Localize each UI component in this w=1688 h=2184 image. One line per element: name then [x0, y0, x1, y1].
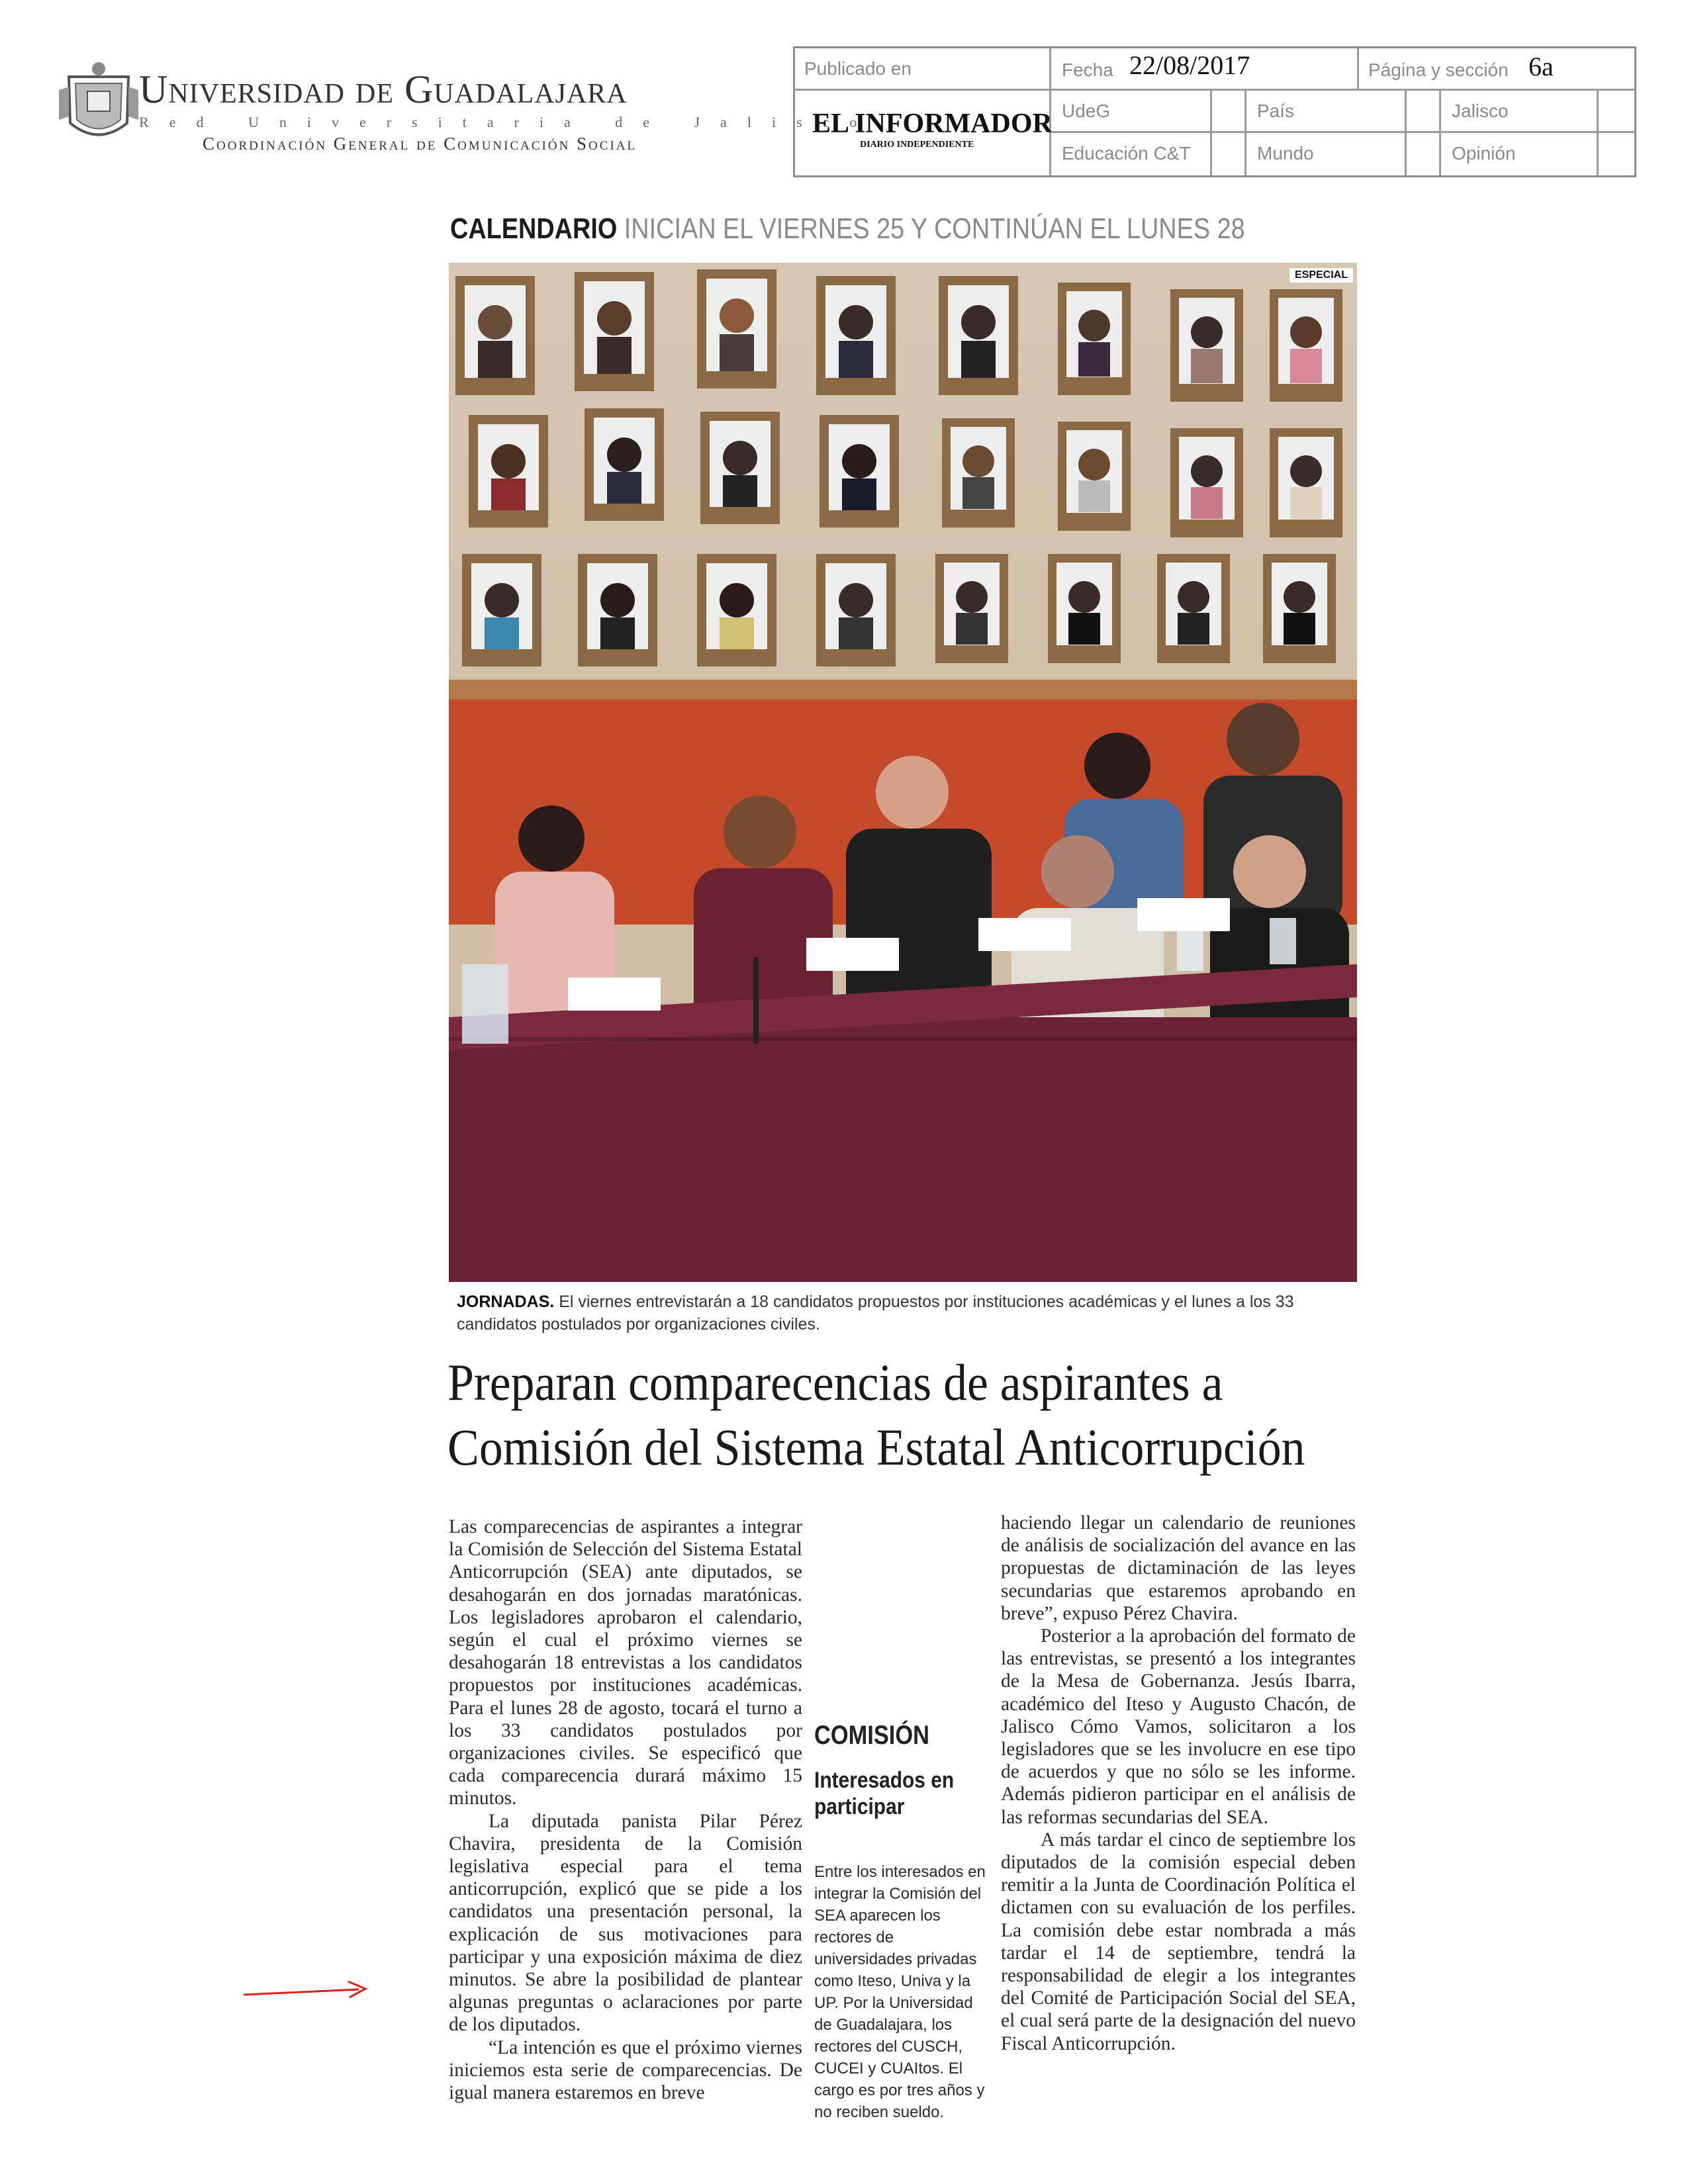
page-cell	[1359, 48, 1634, 91]
section-cell	[1051, 91, 1212, 133]
publication-meta-table	[793, 46, 1636, 177]
section-check	[1599, 133, 1634, 175]
section-check	[1599, 91, 1634, 133]
paragraph: “La intención es que el próximo viernes iniciemos esta serie de comparecencias. De igual manera estaremos en breve	[449, 2036, 802, 2104]
section-check	[1407, 91, 1441, 133]
kicker-rest: INICIAN EL VIERNES 25 Y CONTINÚAN EL LUNES 28	[624, 212, 1245, 245]
section-cell	[1051, 133, 1212, 175]
published-in-cell	[795, 48, 1051, 91]
red-arrow-icon	[242, 1979, 368, 2003]
university-network: Red Universitaria de Jalisco	[139, 114, 878, 130]
paragraph: La diputada panista Pilar Pérez Chavira, presidenta de la Comisión legislativa especial para el tema anticorrupción, explicó que se pide a los candidatos una presentación personal, la explicación de sus motivaciones para participar y una exposición máxima de diez minutos. Se abre la posibilidad de plantear algunas preguntas o aclaraciones por parte de los diputados.	[449, 1810, 802, 2036]
sidebar-body: Entre los interesados en integrar la Comisión del SEA aparecen los rectores de universidades privadas como Iteso, Univa y la UP. Por la Universidad de Guadalajara, los rectores del CUSCH, CUCEI y CUAItos. El cargo es por tres años y no reciben sueldo.	[814, 1863, 986, 2121]
section-check	[1212, 133, 1246, 175]
section-cell	[1441, 133, 1599, 175]
paragraph: Las comparecencias de aspirantes a integrar la Comisión de Selección del Sistema Estatal Anticorrupción (SEA) ante diputados, se desahogarán en dos jornadas maratónicas. Los legisladores aprobaron el calendario, según el cual el próximo viernes se desahogarán 18 entrevistas a los candidatos propuestos por instituciones académicas. Para el lunes 28 de agosto, tocará el turno a los 33 candidatos postulados por organizaciones civiles. Se especificó que cada comparecencia durará máximo 15 minutos.	[449, 1516, 802, 1809]
paragraph: haciendo llegar un calendario de reuniones de análisis de socialización del avance en las propuestas de dictaminación de las leyes secundarias que estaremos aprobando en breve”, expuso Pérez Chavira.	[1001, 1512, 1356, 1624]
section-label: Mundo	[1257, 143, 1314, 163]
section-label: Jalisco	[1452, 101, 1509, 121]
paragraph: Posterior a la aprobación del formato de las entrevistas, se presentó a los integrantes de la Mesa de Gobernanza. Jesús Ibarra, académico del Iteso y Augusto Chacón, de Jalisco Cómo Vamos, solicitaron a los legisladores que se les involucre en ese tipo de acuerdos y que no sólo se les informe. Además pidieron participar en el análisis de las reformas secundarias del SEA.	[1001, 1625, 1356, 1828]
section-cell	[1246, 133, 1407, 175]
headline-line-1: Preparan comparecencias de aspirantes a	[447, 1353, 1223, 1411]
caption-lead: JORNADAS.	[457, 1293, 555, 1311]
date-cell	[1051, 48, 1359, 91]
date-value: 22/08/2017	[1129, 50, 1250, 80]
university-name: Universidad de Guadalajara	[139, 68, 628, 111]
published-in-label: Publicado en	[804, 58, 912, 79]
article-photo	[449, 263, 1357, 1282]
article-column-1	[449, 1516, 802, 2104]
article-column-3	[1001, 1512, 1356, 2055]
paragraph: A más tardar el cinco de septiembre los diputados de la comisión especial deben remitir a la Junta de Coordinación Política el dictamen con su evaluación de los perfiles. La comisión debe estar nombrada a más tardar el 14 de septiembre, tendrá la responsabilidad de elegir a los integrantes del Comité de Participación Social del SEA, el cual será parte de la designación del nuevo Fiscal Anticorrupción.	[1001, 1829, 1356, 2054]
photo-caption	[457, 1291, 1350, 1336]
section-label: Opinión	[1452, 143, 1516, 163]
section-check	[1212, 91, 1246, 133]
caption-text: El viernes entrevistarán a 18 candidatos propuestos por instituciones académicas y el lunes a los 33 candidatos postulados por organizaciones civiles.	[457, 1293, 1294, 1334]
page-label: Página y sección	[1368, 60, 1509, 80]
section-label: UdeG	[1062, 101, 1111, 121]
photo-credit: ESPECIAL	[1289, 268, 1353, 283]
university-seal-icon	[56, 57, 142, 150]
section-label: Educación C&T	[1062, 143, 1191, 163]
meeting-photo-illustration	[449, 263, 1357, 1282]
section-cell	[1441, 91, 1599, 133]
sidebar-title: COMISIÓN	[814, 1721, 929, 1750]
newspaper-cell	[795, 91, 1051, 175]
page-value: 6a	[1528, 52, 1554, 81]
newspaper-subtitle: DIARIO INDEPENDIENTE	[860, 140, 974, 150]
coordination-name: Coordinación General de Comunicación Social	[203, 134, 637, 154]
date-label: Fecha	[1062, 60, 1113, 80]
headline-line-2: Comisión del Sistema Estatal Anticorrupción	[447, 1418, 1305, 1476]
section-check	[1407, 133, 1441, 175]
section-label: País	[1257, 101, 1295, 121]
newspaper-name: EL INFORMADOR	[812, 109, 1053, 139]
section-cell	[1246, 91, 1407, 133]
kicker-strong: CALENDARIO	[450, 212, 618, 245]
sidebar-subtitle: Interesados en participar	[814, 1768, 955, 1819]
article-kicker	[450, 210, 1245, 248]
article-headline	[447, 1350, 1305, 1480]
